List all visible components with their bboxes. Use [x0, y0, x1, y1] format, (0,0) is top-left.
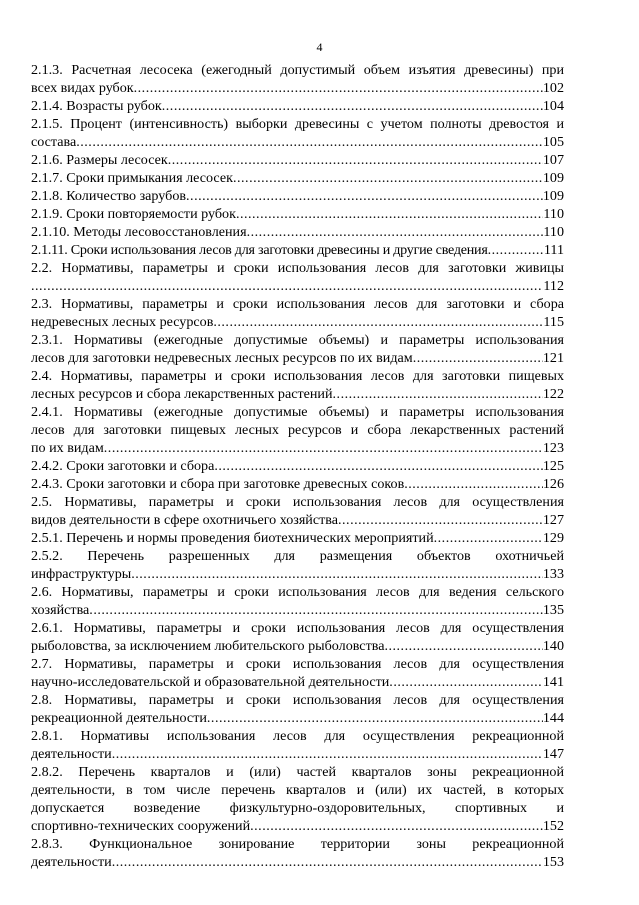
toc-entry-text-line: 2.8.1. Нормативы использования лесов для осуществления рекреационной [31, 728, 564, 744]
dot-leader [31, 277, 543, 295]
toc-entry-title: 2.1.11. Сроки использования лесов для заготовки древесины и другие сведения [31, 242, 488, 258]
toc-entry-text-line: 2.7. Нормативы, параметры и сроки использования лесов для осуществления [31, 656, 564, 672]
toc-entry-title: 2.1.9. Сроки повторяемости рубок [31, 206, 236, 222]
toc-page-number: 122 [542, 386, 564, 402]
toc-entry-title: 2.1.4. Возрасты рубок [31, 98, 162, 114]
toc-entry-leader-line [31, 313, 564, 331]
dot-leader [404, 475, 543, 493]
toc-entry-leader-line [31, 169, 564, 187]
toc-entry[interactable] [31, 619, 564, 655]
toc-page-number: 107 [542, 152, 564, 168]
toc-entry[interactable] [31, 367, 564, 403]
dot-leader [162, 97, 543, 115]
dot-leader [333, 385, 543, 403]
toc-entry[interactable] [31, 151, 564, 169]
toc-entry-leader-line [31, 817, 564, 835]
toc-entry[interactable] [31, 493, 564, 529]
toc-entry[interactable] [31, 187, 564, 205]
toc-entry-text-line: 2.4.1. Нормативы (ежегодные допустимые объемы) и параметры использования [31, 404, 564, 420]
dot-leader [186, 187, 543, 205]
toc-entry-leader-line [31, 853, 564, 871]
dot-leader [389, 673, 543, 691]
toc-page-number: 110 [543, 224, 564, 240]
toc-entry[interactable] [31, 205, 564, 223]
toc-entry-title: научно-исследовательской и образовательной деятельности [31, 674, 390, 690]
toc-entry-title: лесных ресурсов и сбора лекарственных растений [31, 386, 333, 402]
toc-entry-title: спортивно-технических сооружений [31, 818, 251, 834]
toc-entry-title: рыболовства, за исключением любительского рыболовства [31, 638, 385, 654]
toc-entry-title: деятельности [31, 854, 112, 870]
toc-entry-title: лесов для заготовки недревесных лесных ресурсов по их видам [31, 350, 413, 366]
toc-entry-leader-line [31, 475, 564, 493]
toc-entry-leader-line [31, 205, 564, 223]
toc-entry-title: 2.5.1. Перечень и нормы проведения биотехнических мероприятий [31, 530, 434, 546]
toc-entry[interactable] [31, 115, 564, 151]
toc-entry[interactable] [31, 169, 564, 187]
toc-entry-title: 2.4.3. Сроки заготовки и сбора при заготовке древесных соков [31, 476, 405, 492]
dot-leader [89, 601, 543, 619]
dot-leader [168, 151, 543, 169]
toc-page-number: 129 [542, 530, 564, 546]
dot-leader [213, 313, 543, 331]
toc-entry[interactable] [31, 259, 564, 295]
toc-entry-title: инфраструктуры [31, 566, 132, 582]
dot-leader [207, 709, 543, 727]
toc-entry-title: всех видах рубок [31, 80, 134, 96]
toc-page-number: 140 [542, 638, 564, 654]
toc-entry-title: 2.1.8. Количество зарубов [31, 188, 187, 204]
toc-entry-leader-line [31, 511, 564, 529]
toc-entry[interactable] [31, 475, 564, 493]
toc-page-number: 109 [542, 188, 564, 204]
toc-page-number: 123 [542, 440, 564, 456]
toc-entry-leader-line [31, 133, 564, 151]
toc-entry-text-line: 2.8.2. Перечень кварталов и (или) частей кварталов зоны рекреационной [31, 764, 564, 780]
toc-entry[interactable] [31, 727, 564, 763]
toc-entry-title: деятельности [31, 746, 112, 762]
toc-entry-leader-line [31, 529, 564, 547]
toc-entry-leader-line [31, 709, 564, 727]
toc-entry-leader-line [31, 601, 564, 619]
toc-entry-leader-line [31, 457, 564, 475]
toc-page-number: 112 [543, 278, 564, 294]
toc-entry-text-line: лесов для заготовки пищевых лесных ресурсов и сбора лекарственных растений [31, 422, 564, 438]
toc-entry-leader-line [31, 385, 564, 403]
toc-entry-leader-line [31, 439, 564, 457]
dot-leader [413, 349, 543, 367]
dot-leader [488, 241, 544, 259]
dot-leader [214, 457, 543, 475]
dot-leader [134, 79, 543, 97]
toc-entry-text-line: допускается возведение физкультурно-оздоровительных, спортивных и [31, 800, 564, 816]
toc-entry-text-line: 2.2. Нормативы, параметры и сроки использования лесов для заготовки живицы [31, 260, 564, 276]
toc-page-number: 102 [542, 80, 564, 96]
toc-entry-title: 2.4.2. Сроки заготовки и сбора [31, 458, 215, 474]
toc-page-number: 133 [542, 566, 564, 582]
toc-entry-text-line: 2.1.3. Расчетная лесосека (ежегодный допустимый объем изъятия древесины) при [31, 62, 564, 78]
toc-entry-text-line: 2.1.5. Процент (интенсивность) выборки древесины с учетом полноты древостоя и [31, 116, 564, 132]
toc-entry[interactable] [31, 655, 564, 691]
toc-page-number: 127 [542, 512, 564, 528]
dot-leader [104, 439, 543, 457]
toc-page-number: 126 [542, 476, 564, 492]
toc-entry-title: 2.1.10. Методы лесовосстановления [31, 224, 247, 240]
toc-page-number: 147 [542, 746, 564, 762]
toc-entry-leader-line [31, 241, 564, 259]
toc-page-number: 105 [542, 134, 564, 150]
dot-leader [112, 745, 543, 763]
dot-leader [247, 223, 544, 241]
toc-page-number: 104 [542, 98, 564, 114]
toc-entry-leader-line [31, 79, 564, 97]
toc-entry-leader-line [31, 277, 564, 295]
toc-entry-title: недревесных лесных ресурсов [31, 314, 214, 330]
table-of-contents [31, 61, 564, 871]
toc-entry-leader-line [31, 637, 564, 655]
toc-entry-text-line: 2.3.1. Нормативы (ежегодные допустимые объемы) и параметры использования [31, 332, 564, 348]
toc-entry[interactable] [31, 295, 564, 331]
toc-entry[interactable] [31, 457, 564, 475]
toc-page-number: 152 [542, 818, 564, 834]
toc-page-number: 125 [542, 458, 564, 474]
toc-entry[interactable] [31, 529, 564, 547]
toc-entry-text-line: 2.8.3. Функциональное зонирование территории зоны рекреационной [31, 836, 564, 852]
toc-entry-text-line: 2.5. Нормативы, параметры и сроки использования лесов для осуществления [31, 494, 564, 510]
toc-entry-text-line: 2.3. Нормативы, параметры и сроки использования лесов для заготовки и сбора [31, 296, 564, 312]
dot-leader [112, 853, 543, 871]
toc-entry[interactable] [31, 763, 564, 835]
toc-entry-text-line: деятельности, в том числе перечень кварталов и (или) их частей, в которых [31, 782, 564, 798]
toc-entry[interactable] [31, 97, 564, 115]
toc-entry-text-line: 2.5.2. Перечень разрешенных для размещения объектов охотничьей [31, 548, 564, 564]
toc-entry-title: рекреационной деятельности [31, 710, 207, 726]
toc-page-number: 121 [542, 350, 564, 366]
toc-entry-title: хозяйства [31, 602, 90, 618]
page-number: 4 [316, 40, 323, 54]
toc-entry-leader-line [31, 673, 564, 691]
toc-entry-leader-line [31, 565, 564, 583]
toc-entry-text-line: 2.6. Нормативы, параметры и сроки использования лесов для ведения сельского [31, 584, 564, 600]
toc-entry-leader-line [31, 223, 564, 241]
toc-page-number: 141 [542, 674, 564, 690]
toc-entry-title: 2.1.6. Размеры лесосек [31, 152, 168, 168]
toc-entry-title: состава [31, 134, 77, 150]
toc-entry-title: по их видам [31, 440, 104, 456]
toc-entry-text-line: 2.4. Нормативы, параметры и сроки использования лесов для заготовки пищевых [31, 368, 564, 384]
dot-leader [338, 511, 543, 529]
toc-entry[interactable] [31, 691, 564, 727]
toc-page-number: 135 [542, 602, 564, 618]
toc-page-number: 110 [543, 206, 564, 222]
dot-leader [76, 133, 543, 151]
toc-entry-title: видов деятельности в сфере охотничьего хозяйства [31, 512, 338, 528]
dot-leader [434, 529, 543, 547]
dot-leader [236, 205, 543, 223]
toc-entry-leader-line [31, 97, 564, 115]
toc-entry[interactable] [31, 241, 564, 259]
toc-entry-text-line: 2.6.1. Нормативы, параметры и сроки использования лесов для осуществления [31, 620, 564, 636]
toc-entry[interactable] [31, 583, 564, 619]
toc-entry-leader-line [31, 745, 564, 763]
toc-page-number: 153 [542, 854, 564, 870]
toc-entry[interactable] [31, 835, 564, 871]
toc-entry-leader-line [31, 151, 564, 169]
toc-entry-text-line: 2.8. Нормативы, параметры и сроки использования лесов для осуществления [31, 692, 564, 708]
toc-page-number: 144 [542, 710, 564, 726]
dot-leader [131, 565, 543, 583]
toc-page-number: 109 [542, 170, 564, 186]
dot-leader [233, 169, 543, 187]
toc-entry[interactable] [31, 223, 564, 241]
toc-entry[interactable] [31, 61, 564, 97]
toc-entry[interactable] [31, 331, 564, 367]
toc-entry[interactable] [31, 547, 564, 583]
toc-entry-leader-line [31, 349, 564, 367]
toc-entry-leader-line [31, 187, 564, 205]
toc-page-number: 115 [543, 314, 564, 330]
dot-leader [250, 817, 543, 835]
dot-leader [384, 637, 542, 655]
toc-entry-title: 2.1.7. Сроки примыкания лесосек [31, 170, 233, 186]
toc-entry[interactable] [31, 403, 564, 457]
toc-page-number: 111 [543, 242, 564, 258]
